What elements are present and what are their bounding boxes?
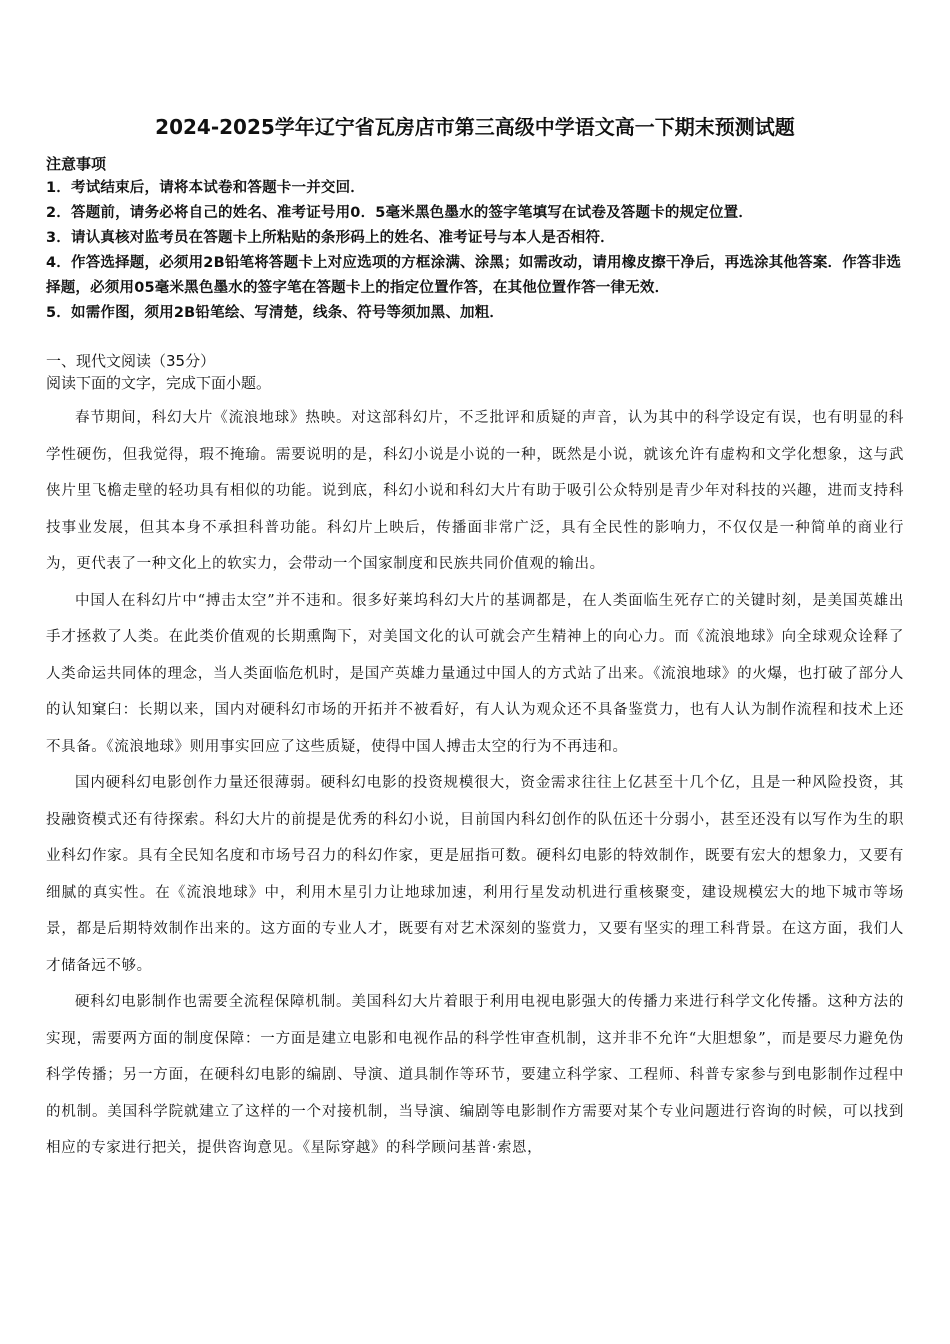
notice-item-4: 4．作答选择题，必须用2B铅笔将答题卡上对应选项的方框涂满、涂黑；如需改动，请用橡皮擦干净后，再选涂其他答案．作答非选择题，必须用05毫米黑色墨水的签字笔在答题卡上的指定位置作答，在其他位置作答一律无效． — [46, 255, 902, 296]
notice-item-1: 1．考试结束后，请将本试卷和答题卡一并交回． — [46, 180, 365, 196]
passage-paragraph-2: 中国人在科幻片中“搏击太空”并不违和。很多好莱坞科幻大片的基调都是，在人类面临生死存亡的关键时刻，是美国英雄出手才拯救了人类。在此类价值观的长期熏陶下，对美国文化的认可就会产生精神上的向心力。而《流浪地球》向全球观众诠释了人类命运共同体的理念，当人类面临危机时，是国产英雄力量通过中国人的方式站了出来。《流浪地球》的火爆，也打破了部分人的认知窠臼：长期以来，国内对硬科幻市场的开拓并不被看好，有人认为观众还不具备鉴赏力，也有人认为制作流程和技术上还不具备。《流浪地球》则用事实回应了这些质疑，使得中国人搏击太空的行为不再违和。 — [46, 592, 904, 755]
section-heading: 一、现代文阅读（35分） — [46, 352, 216, 370]
notice-item-3: 3．请认真核对监考员在答题卡上所粘贴的条形码上的姓名、准考证号与本人是否相符． — [46, 230, 615, 246]
exam-title: 2024-2025学年辽宁省瓦房店市第三高级中学语文高一下期末预测试题 — [155, 115, 795, 139]
passage-paragraph-4: 硬科幻电影制作也需要全流程保障机制。美国科幻大片着眼于利用电视电影强大的传播力来进行科学文化传播。这种方法的实现，需要两方面的制度保障：一方面是建立电影和电视作品的科学性审查机制，这并非不允许“大胆想象”，而是要尽力避免伪科学传播；另一方面，在硬科幻电影的编剧、导演、道具制作等环节，要建立科学家、工程师、科普专家参与到电影制作过程中的机制。美国科学院就建立了这样的一个对接机制，当导演、编剧等电影制作方需要对某个专业问题进行咨询的时候，可以找到相应的专家进行把关，提供咨询意见。《星际穿越》的科学顾问基普·索恩， — [46, 994, 904, 1156]
notice-list — [46, 176, 904, 326]
passage-paragraph-3: 国内硬科幻电影创作力量还很薄弱。硬科幻电影的投资规模很大，资金需求往往上亿甚至十几个亿，且是一种风险投资，其投融资模式还有待探索。科幻大片的前提是优秀的科幻小说，目前国内科幻创作的队伍还十分弱小，甚至还没有以写作为生的职业科幻作家。具有全民知名度和市场号召力的科幻作家，更是屈指可数。硬科幻电影的特效制作，既要有宏大的想象力，又要有细腻的真实性。在《流浪地球》中，利用木星引力让地球加速，利用行星发动机进行重核聚变，建设规模宏大的地下城市等场景，都是后期特效制作出来的。这方面的专业人才，既要有对艺术深刻的鉴赏力，又要有坚实的理工科背景。在这方面，我们人才储备远不够。 — [46, 775, 904, 974]
notice-item-5: 5．如需作图，须用2B铅笔绘、写清楚，线条、符号等须加黑、加粗． — [46, 305, 505, 321]
reading-section — [46, 350, 904, 1167]
notice-heading: 注意事项 — [46, 155, 107, 173]
notice-section — [46, 152, 904, 326]
section-instruction: 阅读下面的文字，完成下面小题。 — [46, 374, 272, 392]
notice-item-2: 2．答题前，请务必将自己的姓名、准考证号用0．5毫米黑色墨水的签字笔填写在试卷及答题卡的规定位置． — [46, 205, 754, 221]
passage-paragraph-1: 春节期间，科幻大片《流浪地球》热映。对这部科幻片，不乏批评和质疑的声音，认为其中的科学设定有误，也有明显的科学性硬伤，但我觉得，瑕不掩瑜。需要说明的是，科幻小说是小说的一种，既然是小说，就该允许有虚构和文学化想象，这与武侠片里飞檐走壁的轻功具有相似的功能。说到底，科幻小说和科幻大片有助于吸引公众特别是青少年对科技的兴趣，进而支持科技事业发展，但其本身不承担科普功能。科幻片上映后，传播面非常广泛，具有全民性的影响力，不仅仅是一种简单的商业行为，更代表了一种文化上的软实力，会带动一个国家制度和民族共同价值观的输出。 — [46, 410, 904, 572]
